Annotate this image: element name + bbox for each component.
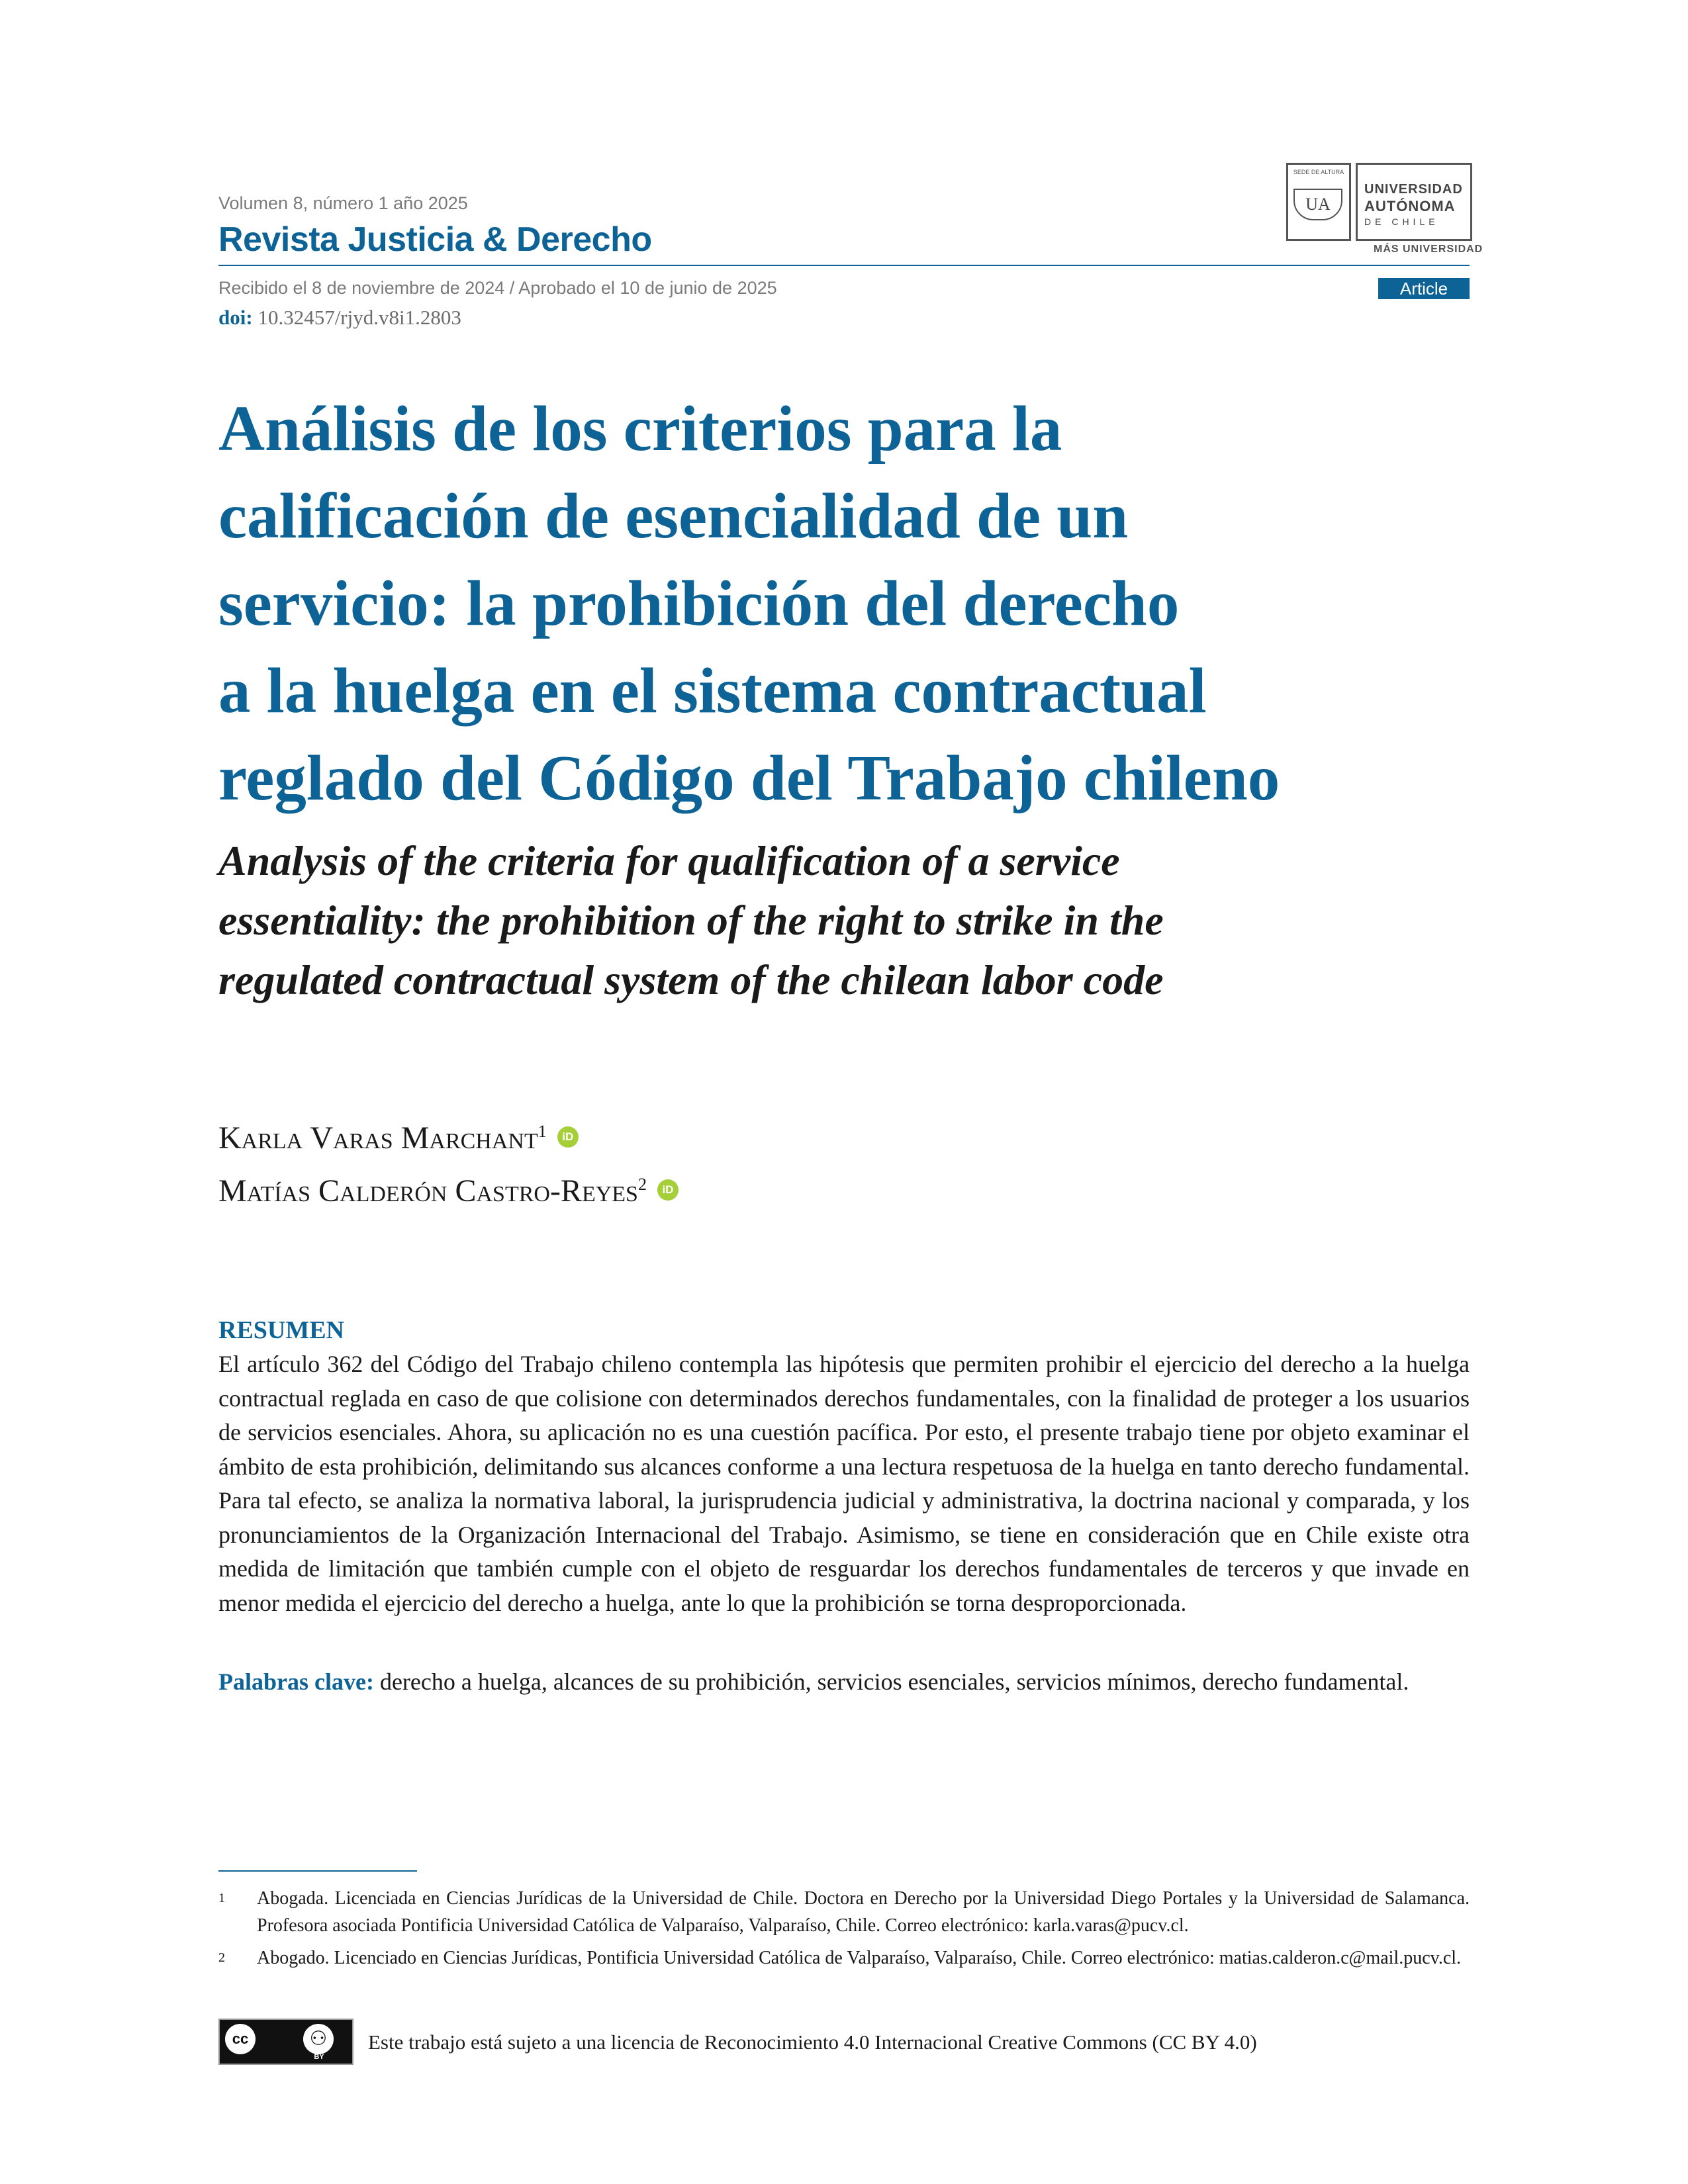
title-es-line: calificación de esencialidad de un: [218, 480, 1129, 551]
doi-link[interactable]: 10.32457/rjyd.v8i1.2803: [258, 306, 461, 329]
orcid-icon[interactable]: iD: [557, 1126, 579, 1148]
author-name: Karla Varas Marchant: [218, 1120, 538, 1156]
article-type-badge: Article: [1378, 278, 1470, 299]
title-en-line: essentiality: the prohibition of the right to strike in the: [218, 897, 1164, 944]
keywords-text: derecho a huelga, alcances de su prohibición, servicios esenciales, servicios mínimos, derecho fundamental.: [379, 1668, 1409, 1695]
university-seal-logo: [1286, 163, 1351, 241]
abstract-text: El artículo 362 del Código del Trabajo chileno contempla las hipótesis que permiten prohibir el ejercicio del derecho a la huelga contractual reglada en caso de que colisione con determinados derechos fundamentales, con la finalidad de proteger a los usuarios de servicios esenciales. Ahora, su aplicación no es una cuestión pacífica. Por esto, el presente trabajo tiene por objeto examinar el ámbito de esta prohibición, delimitando sus alcances conforme a una lectura respetuosa de la huelga en tanto derecho fundamental. Para tal efecto, se analiza la normativa laboral, la jurisprudencia judicial y administrativa, la doctrina nacional y comparada, y los pronunciamientos de la Organización Internacional del Trabajo. Asimismo, se tiene en consideración que en Chile existe otra medida de limitación que también cumple con el objeto de resguardar los derechos fundamentales de terceros y que invade en menor medida el ejercicio del derecho a huelga, ante lo que la prohibición se torna desproporcionada.: [218, 1351, 1470, 1616]
footnote-rule: [218, 1870, 417, 1872]
title-es-line: reglado del Código del Trabajo chileno: [218, 743, 1280, 813]
person-icon: ⚇: [303, 2024, 334, 2054]
title-en-line: regulated contractual system of the chilean labor code: [218, 956, 1164, 1003]
keywords-label: Palabras clave:: [218, 1668, 374, 1695]
university-monogram: UA: [1293, 189, 1342, 220]
title-es-line: a la huelga en el sistema contractual: [218, 655, 1207, 726]
journal-title: Revista Justicia & Derecho: [218, 220, 652, 259]
abstract-heading: RESUMEN: [218, 1316, 345, 1344]
title-en-line: Analysis of the criteria for qualification of a service: [218, 837, 1120, 884]
doi-line: [218, 306, 461, 330]
author-footnote-ref[interactable]: 2: [637, 1175, 647, 1194]
footnote-number: 1: [218, 1891, 225, 1905]
cc-icon: cc: [225, 2024, 256, 2054]
logo-line-2: AUTÓNOMA: [1364, 198, 1456, 214]
author-1: [218, 1120, 579, 1156]
volume-info: Volumen 8, número 1 año 2025: [218, 193, 468, 213]
footnote-text: Abogado. Licenciado en Ciencias Jurídicas, Pontificia Universidad Católica de Valparaíso, Valparaíso, Chile. Correo electrónico: matias.calderon.c@mail.pucv.cl.: [257, 1948, 1462, 1968]
logo-line-1: UNIVERSIDAD: [1364, 182, 1463, 197]
logo-line-3: DE CHILE: [1364, 216, 1439, 227]
title-english: [218, 831, 1476, 1010]
footnote-1: [218, 1885, 1470, 1939]
doi-label: doi:: [218, 306, 253, 329]
title-es-line: servicio: la prohibición del derecho: [218, 568, 1180, 639]
dates-info: Recibido el 8 de noviembre de 2024 / Aprobado el 10 de junio de 2025: [218, 278, 777, 298]
header-rule: [218, 265, 1470, 266]
author-footnote-ref[interactable]: 1: [538, 1122, 547, 1141]
keywords: [218, 1665, 1470, 1700]
author-name: Matías Calderón Castro-Reyes: [218, 1173, 638, 1208]
seal-text: SEDE DE ALTURA: [1293, 169, 1344, 175]
footnote-2: [218, 1944, 1470, 1972]
footnote-text: Abogada. Licenciada en Ciencias Jurídicas de la Universidad de Chile. Doctora en Derecho por la Universidad Diego Portales y la Universidad de Salamanca. Profesora asociada Pontificia Universidad Católica de Valparaíso, Valparaíso, Chile. Correo electrónico: karla.varas@pucv.cl.: [257, 1888, 1470, 1936]
author-2: [218, 1173, 679, 1209]
title-spanish: [218, 385, 1476, 822]
by-label: BY: [314, 2053, 324, 2061]
license-text: Este trabajo está sujeto a una licencia de Reconocimiento 4.0 Internacional Creative Commons (CC BY 4.0): [368, 2030, 1257, 2054]
orcid-icon[interactable]: iD: [657, 1179, 679, 1201]
university-name-logo: [1356, 163, 1472, 241]
footnote-number: 2: [218, 1950, 225, 1965]
logo-tagline: MÁS UNIVERSIDAD: [1374, 244, 1483, 255]
cc-license-badge[interactable]: [218, 2019, 353, 2065]
title-es-line: Análisis de los criterios para la: [218, 393, 1062, 464]
